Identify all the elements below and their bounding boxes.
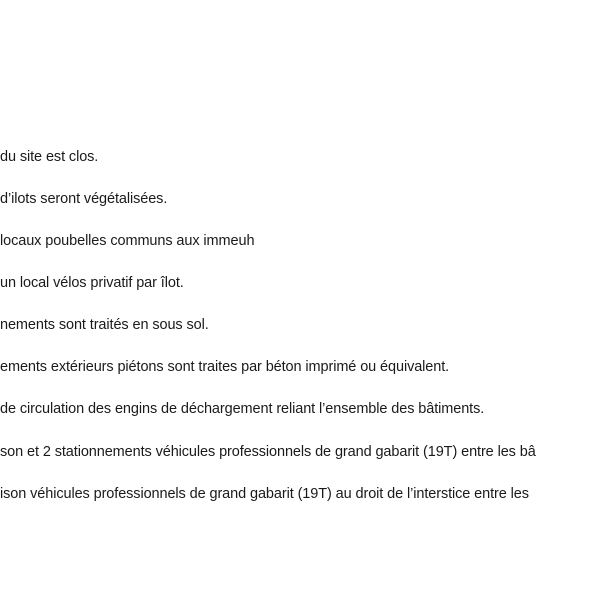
text-line-circulation-path: de circulation des engins de déchargement reliant l’ensemble des bâtiments. — [0, 401, 485, 417]
text-line-delivery-interstice: ison véhicules professionnels de grand gabarit (19T) au droit de l’interstice entre les — [0, 486, 529, 502]
text-line-bike-room: un local vélos privatif par îlot. — [0, 275, 184, 291]
text-line-delivery-parking: son et 2 stationnements véhicules professionnels de grand gabarit (19T) entre les bâ — [0, 444, 536, 460]
text-line-pedestrian-paving: ements extérieurs piétons sont traites par béton imprimé ou équivalent. — [0, 359, 450, 375]
text-line-site-closed: du site est clos. — [0, 149, 99, 165]
text-line-vegetation: d’ilots seront végétalisées. — [0, 191, 168, 207]
text-line-parking-underground: nements sont traités en sous sol. — [0, 317, 209, 333]
text-line-trash-rooms: locaux poubelles communs aux immeuh — [0, 233, 255, 249]
